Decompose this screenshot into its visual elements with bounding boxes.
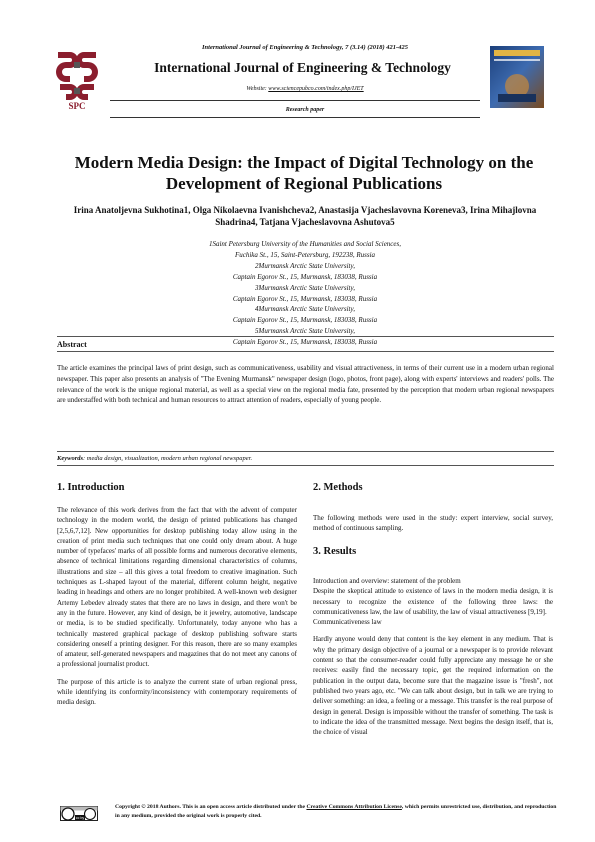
affiliation-line: Fuchika St., 15, Saint-Petersburg, 192238, Russia [234, 250, 376, 259]
paragraph: Hardly anyone would deny that content is the key element in any medium. That is why the primary design objective of a journal or a newspaper is to provide relevant content so that the consumer-reader could fully appreciate any message he or she receives: easily find the necessary topic, get the required information on the publication in the output data, become sure that the magazine issue is "fresh", not published two years ago, etc. "We can talk about design, but in talk we are trying to deliver something: an idea, a feeling or a message. This transfer is the real purpose of design in general. Design is impossible without the transfer of something. The task is to indicate the idea of the transmitted message. Next begins the design itself, that is, the choice of visual [313, 635, 553, 737]
abstract-heading-rule [57, 351, 554, 352]
affiliation-line: 2Murmansk Arctic State University, [255, 261, 355, 270]
paper-type: Research paper [285, 107, 325, 113]
results-body [313, 576, 553, 794]
abstract-top-rule [57, 336, 554, 337]
affiliation-line: Captain Egorov St., 15, Murmansk, 183038, Russia [232, 338, 378, 347]
subsection-heading: Introduction and overview: statement of the problem [313, 577, 461, 585]
journal-website: Website: www.sciencepubco.com/index.php/IJET [246, 86, 364, 92]
paper-title: Modern Media Design: the Impact of Digital Technology on the Development of Regional Publications [74, 153, 534, 193]
header-divider [110, 100, 480, 101]
introduction-body [57, 505, 297, 715]
subsection-heading: Communicativeness law [313, 618, 382, 627]
section-heading-introduction: 1. Introduction [57, 482, 125, 493]
abstract-bottom-rule [57, 451, 554, 452]
copyright-notice: Copyright © 2018 Authors. This is an open access article distributed under the Creative Commons Attribution License, which permits unrestricted use, distribution, and reproduction in any medium, provided the original work is properly cited. [115, 804, 557, 819]
journal-reference: International Journal of Engineering & Technology, 7 (3.14) (2018) 421-425 [202, 44, 408, 51]
paragraph: The purpose of this article is to analyze the current state of urban regional press, while identifying its conformity/inconsistency with contemporary requirements of media design. [57, 677, 297, 707]
affiliation-line: 1Saint Petersburg University of the Humanities and Social Sciences, [208, 240, 401, 248]
affiliation-line: 4Murmansk Arctic State University, [255, 305, 355, 314]
keywords-bottom-rule [57, 465, 554, 466]
affiliation-line: Captain Egorov St., 15, Murmansk, 183038, Russia [232, 294, 378, 303]
journal-title: International Journal of Engineering & Technology [154, 60, 451, 75]
paragraph: The following methods were used in the study: expert interview, social survey, method of continuous sampling. [313, 514, 553, 533]
website-link[interactable]: www.sciencepubco.com/index.php/IJET [268, 86, 364, 92]
section-heading-methods: 2. Methods [313, 482, 363, 493]
creative-commons-badge-icon [60, 806, 98, 821]
svg-text:SPC: SPC [68, 101, 86, 110]
affiliation-line: Captain Egorov St., 15, Murmansk, 183038, Russia [232, 316, 378, 325]
affiliations [160, 239, 450, 348]
affiliation-line: 5Murmansk Arctic State University, [255, 327, 355, 336]
license-link[interactable]: Creative Commons Attribution License [306, 804, 402, 810]
paragraph: Despite the skeptical attitude to existence of laws in the modern media design, it is necessary to recognize the existence of the following three laws: the communicativeness law, the law of usability, the law of visual attractiveness [9,19]. [313, 587, 553, 616]
header-divider-bottom [110, 117, 480, 118]
affiliation-line: Captain Egorov St., 15, Murmansk, 183038, Russia [232, 272, 378, 281]
abstract-text: The article examines the principal laws of print design, such as communicativeness, usability and visual attractiveness, in terms of their current use in a modern urban regional newspaper. This paper also presents an analysis of "The Evening Murmansk" newspaper design (logo, photos, front page), along with experts' interviews and readers' polls. The relevance of the work is the unique regional material, as well as a special view on the regional media fate, presented by the perception that modern urban regional newspapers are understaffed with both technical and human resources to attract attention of readers, especially of young people. [57, 364, 554, 405]
affiliation-line: 3Murmansk Arctic State University, [255, 283, 355, 292]
journal-cover-image [490, 46, 544, 108]
keywords: Keywords: media design, visualization, modern urban regional newspaper. [57, 455, 253, 462]
svg-text:cc by: cc by [75, 816, 85, 820]
abstract-heading: Abstract [57, 340, 87, 349]
publisher-logo [52, 48, 102, 110]
methods-body [313, 513, 553, 541]
paragraph: The relevance of this work derives from the fact that with the advent of computer technology in the modern world, the design of printed publications has changed [2,5,6,7,12]. New opportunities for desktop publishing today allow using in the creation of print media such techniques that one could only dream about. A huge number of typefaces' marks of all possible forms and numerous decorative elements, absence of technical limitations regarding dimensional characteristics of columns, illustrations and size – all this gives a total freedom to creative imagination. Such techniques as L-shaped layout of the material, different column height, negative leading in headings and others are no longer prohibited. A well-known web designer Artemy Lebedev already states that there are no laws in design, and there won't be any in the future. However, any kind of design, be it jewelry, automotive, landscape or media, is to be studied specifically. Unfortunately, today anyone who has a technically mastered graphical package of desktop publishing software starts considering oneself a printing designer. For this reason, there are so many examples of amateur, self-generated newspapers and magazines that do not meet any canons of a professional journalist product. [57, 506, 297, 669]
section-heading-results: 3. Results [313, 546, 357, 557]
author-list: Irina Anatoljevna Sukhotina1, Olga Nikolaevna Ivanishcheva2, Anastasija Vjacheslavovna Koreneva3, Irina Mihajlovna Shadrina4, Tatjana Vjacheslavovna Ashutova5 [73, 205, 537, 227]
